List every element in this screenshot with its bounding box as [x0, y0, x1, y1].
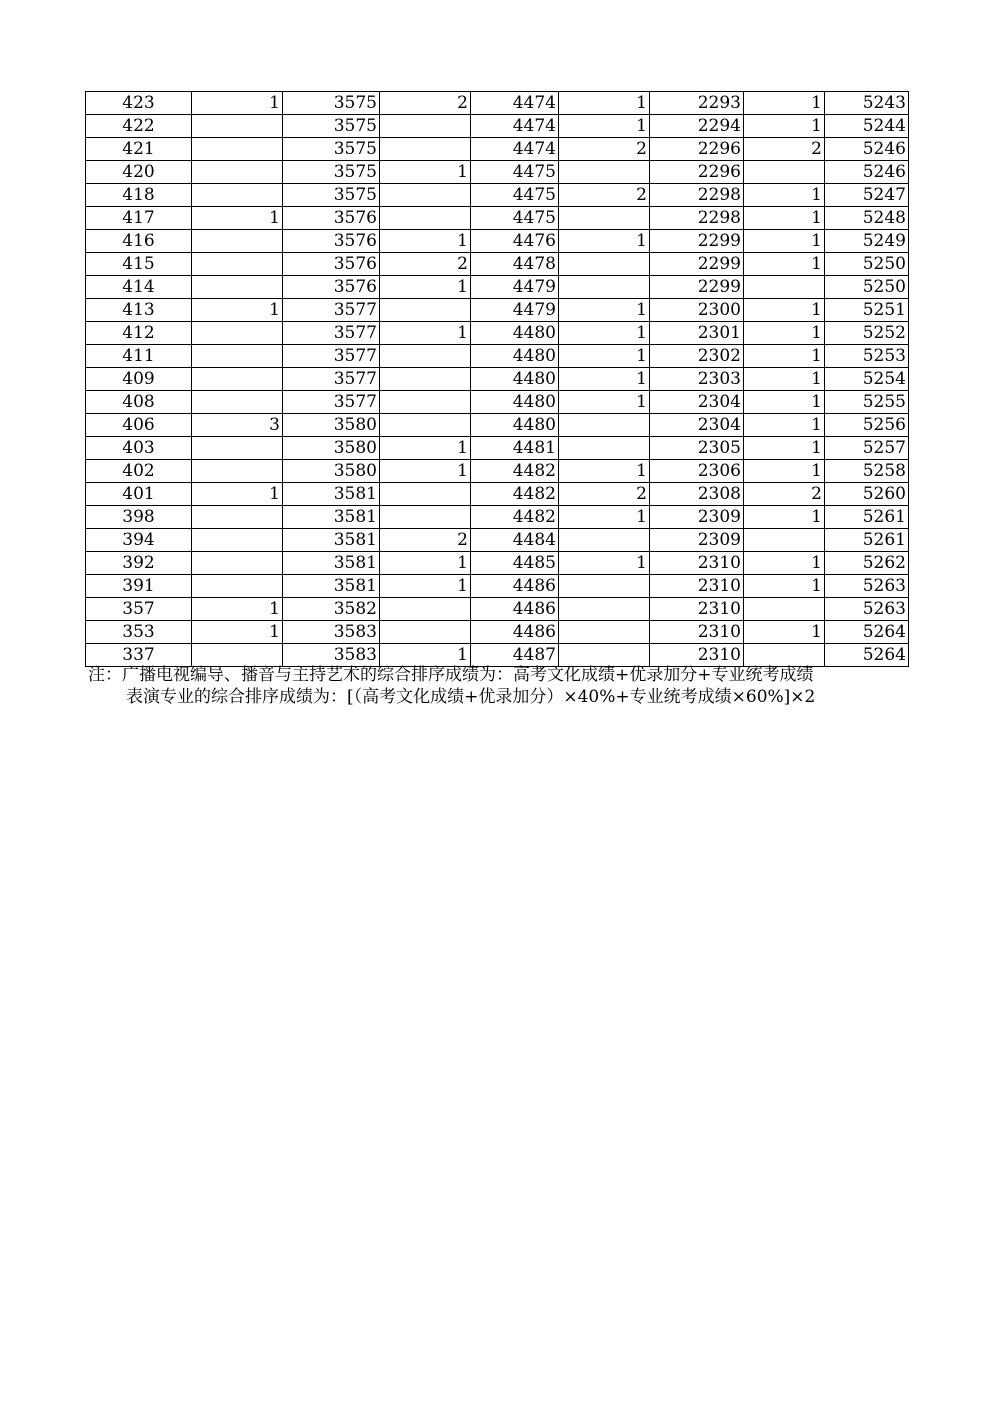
table-cell: 5260	[825, 483, 909, 506]
table-cell: 2304	[650, 391, 744, 414]
table-cell: 5261	[825, 529, 909, 552]
table-row	[86, 414, 909, 437]
table-cell	[380, 414, 471, 437]
table-cell	[192, 506, 283, 529]
table-cell: 3	[192, 414, 283, 437]
table-cell: 5248	[825, 207, 909, 230]
table-cell	[192, 184, 283, 207]
table-cell: 1	[744, 207, 825, 230]
table-cell: 4476	[471, 230, 559, 253]
table-cell: 2	[559, 184, 650, 207]
table-cell: 4487	[471, 644, 559, 667]
table-cell	[192, 115, 283, 138]
table-cell: 1	[744, 253, 825, 276]
table-cell: 3577	[283, 391, 380, 414]
score-cell: 408	[86, 391, 192, 414]
table-cell: 5252	[825, 322, 909, 345]
score-cell: 392	[86, 552, 192, 575]
table-cell: 4484	[471, 529, 559, 552]
table-cell: 5257	[825, 437, 909, 460]
table-cell: 5253	[825, 345, 909, 368]
score-cell: 420	[86, 161, 192, 184]
table-cell: 1	[192, 621, 283, 644]
table-cell: 3575	[283, 161, 380, 184]
table-cell	[192, 253, 283, 276]
table-cell: 2309	[650, 506, 744, 529]
table-cell	[559, 598, 650, 621]
table-row	[86, 552, 909, 575]
score-cell: 413	[86, 299, 192, 322]
table-cell: 1	[744, 391, 825, 414]
table-row	[86, 207, 909, 230]
table-cell: 1	[192, 483, 283, 506]
note-line-1: 注：广播电视编导、播音与主持艺术的综合排序成绩为：高考文化成绩+优录加分+专业统考成绩	[88, 665, 814, 685]
table-cell	[380, 138, 471, 161]
table-cell	[192, 552, 283, 575]
table-cell	[192, 460, 283, 483]
table-row	[86, 506, 909, 529]
table-cell: 3576	[283, 207, 380, 230]
table-cell: 2	[744, 138, 825, 161]
table-cell	[192, 230, 283, 253]
table-row	[86, 368, 909, 391]
table-cell: 4486	[471, 575, 559, 598]
table-cell: 3577	[283, 322, 380, 345]
table-cell: 2296	[650, 138, 744, 161]
table-cell: 5250	[825, 276, 909, 299]
table-cell: 2	[380, 92, 471, 115]
table-cell: 5256	[825, 414, 909, 437]
table-cell	[380, 345, 471, 368]
table-cell: 4480	[471, 322, 559, 345]
table-cell: 2303	[650, 368, 744, 391]
table-cell	[192, 529, 283, 552]
table-cell: 5255	[825, 391, 909, 414]
table-cell: 1	[559, 506, 650, 529]
table-cell: 3581	[283, 575, 380, 598]
table-cell	[744, 529, 825, 552]
table-cell: 3582	[283, 598, 380, 621]
table-cell: 1	[744, 92, 825, 115]
table-body	[86, 92, 909, 667]
table-cell: 4475	[471, 161, 559, 184]
table-cell: 1	[559, 299, 650, 322]
table-cell: 2304	[650, 414, 744, 437]
table-cell: 5258	[825, 460, 909, 483]
table-row	[86, 621, 909, 644]
table-cell	[559, 276, 650, 299]
table-cell: 3581	[283, 506, 380, 529]
table-cell: 1	[380, 437, 471, 460]
table-cell: 5247	[825, 184, 909, 207]
table-cell: 4482	[471, 483, 559, 506]
table-cell: 3576	[283, 253, 380, 276]
table-row	[86, 529, 909, 552]
table-row	[86, 575, 909, 598]
table-cell: 4474	[471, 138, 559, 161]
table-cell	[380, 506, 471, 529]
score-cell: 414	[86, 276, 192, 299]
table-cell: 1	[380, 161, 471, 184]
table-row	[86, 115, 909, 138]
score-cell: 409	[86, 368, 192, 391]
table-cell: 2310	[650, 598, 744, 621]
table-cell	[192, 391, 283, 414]
table-cell: 1	[380, 322, 471, 345]
score-cell: 418	[86, 184, 192, 207]
table-cell: 2	[559, 138, 650, 161]
table-cell: 3575	[283, 115, 380, 138]
table-cell: 1	[192, 92, 283, 115]
table-cell: 4485	[471, 552, 559, 575]
score-cell: 415	[86, 253, 192, 276]
table-cell	[744, 161, 825, 184]
table-cell: 3576	[283, 230, 380, 253]
table-cell: 3580	[283, 414, 380, 437]
table-cell: 1	[744, 322, 825, 345]
table-cell: 1	[559, 322, 650, 345]
table-cell: 2308	[650, 483, 744, 506]
score-table	[85, 91, 909, 667]
table-cell: 3575	[283, 138, 380, 161]
table-cell: 4482	[471, 460, 559, 483]
table-cell: 4475	[471, 184, 559, 207]
table-cell	[380, 184, 471, 207]
table-cell: 2	[744, 483, 825, 506]
table-row	[86, 437, 909, 460]
table-cell: 4480	[471, 368, 559, 391]
score-cell: 422	[86, 115, 192, 138]
table-cell: 3583	[283, 644, 380, 667]
table-cell: 1	[380, 230, 471, 253]
table-cell: 4478	[471, 253, 559, 276]
table-cell: 3581	[283, 483, 380, 506]
table-cell: 2	[380, 253, 471, 276]
table-row	[86, 161, 909, 184]
table-cell: 5263	[825, 575, 909, 598]
table-cell: 1	[380, 552, 471, 575]
table-row	[86, 345, 909, 368]
table-cell: 1	[192, 299, 283, 322]
table-cell	[559, 529, 650, 552]
table-cell: 2299	[650, 230, 744, 253]
table-cell	[380, 598, 471, 621]
table-cell: 5261	[825, 506, 909, 529]
table-cell	[380, 483, 471, 506]
table-cell	[559, 207, 650, 230]
table-cell: 1	[744, 184, 825, 207]
table-cell: 4480	[471, 391, 559, 414]
table-cell: 2301	[650, 322, 744, 345]
table-cell: 3581	[283, 552, 380, 575]
table-cell	[380, 207, 471, 230]
table-cell: 4479	[471, 276, 559, 299]
table-cell: 2299	[650, 276, 744, 299]
table-cell: 2310	[650, 575, 744, 598]
score-sheet	[85, 91, 909, 667]
table-cell: 5262	[825, 552, 909, 575]
table-row	[86, 138, 909, 161]
table-cell: 4475	[471, 207, 559, 230]
score-cell: 417	[86, 207, 192, 230]
table-cell: 4479	[471, 299, 559, 322]
table-cell	[559, 414, 650, 437]
table-cell: 4486	[471, 621, 559, 644]
table-cell: 4474	[471, 115, 559, 138]
table-cell: 2306	[650, 460, 744, 483]
table-cell: 2300	[650, 299, 744, 322]
table-cell: 2298	[650, 207, 744, 230]
table-cell: 3576	[283, 276, 380, 299]
table-cell: 5263	[825, 598, 909, 621]
table-cell: 5246	[825, 138, 909, 161]
table-cell	[380, 299, 471, 322]
table-cell: 1	[559, 460, 650, 483]
table-cell: 2298	[650, 184, 744, 207]
table-row	[86, 276, 909, 299]
table-cell	[380, 391, 471, 414]
table-cell: 1	[559, 92, 650, 115]
score-cell: 416	[86, 230, 192, 253]
table-cell	[192, 276, 283, 299]
table-cell: 3577	[283, 368, 380, 391]
table-cell: 1	[744, 230, 825, 253]
table-cell: 4482	[471, 506, 559, 529]
table-cell: 1	[744, 621, 825, 644]
score-cell: 401	[86, 483, 192, 506]
table-cell: 1	[559, 230, 650, 253]
table-cell	[380, 368, 471, 391]
table-cell: 2	[380, 529, 471, 552]
table-row	[86, 483, 909, 506]
table-row	[86, 322, 909, 345]
table-cell: 3581	[283, 529, 380, 552]
table-row	[86, 230, 909, 253]
table-cell: 1	[380, 644, 471, 667]
table-cell: 2294	[650, 115, 744, 138]
score-cell: 357	[86, 598, 192, 621]
table-cell: 2310	[650, 644, 744, 667]
table-row	[86, 460, 909, 483]
table-cell	[559, 161, 650, 184]
table-row	[86, 92, 909, 115]
score-cell: 337	[86, 644, 192, 667]
table-cell: 1	[744, 299, 825, 322]
table-cell: 1	[559, 552, 650, 575]
table-cell	[192, 575, 283, 598]
table-cell	[744, 598, 825, 621]
table-notes	[88, 664, 815, 708]
table-row	[86, 184, 909, 207]
score-cell: 423	[86, 92, 192, 115]
table-cell: 3580	[283, 437, 380, 460]
table-cell: 4486	[471, 598, 559, 621]
table-cell: 3583	[283, 621, 380, 644]
table-cell: 5251	[825, 299, 909, 322]
table-cell: 2293	[650, 92, 744, 115]
table-cell	[559, 575, 650, 598]
table-cell: 2299	[650, 253, 744, 276]
table-row	[86, 299, 909, 322]
table-cell: 4480	[471, 345, 559, 368]
score-cell: 391	[86, 575, 192, 598]
score-cell: 402	[86, 460, 192, 483]
table-cell	[559, 437, 650, 460]
table-cell: 1	[559, 115, 650, 138]
table-cell	[380, 621, 471, 644]
table-cell: 1	[192, 598, 283, 621]
table-cell: 1	[744, 345, 825, 368]
table-cell: 5264	[825, 621, 909, 644]
score-cell: 394	[86, 529, 192, 552]
score-cell: 412	[86, 322, 192, 345]
table-cell: 3577	[283, 345, 380, 368]
table-cell: 2310	[650, 621, 744, 644]
table-cell	[192, 368, 283, 391]
table-cell: 1	[744, 437, 825, 460]
score-cell: 398	[86, 506, 192, 529]
score-cell: 353	[86, 621, 192, 644]
table-cell: 2296	[650, 161, 744, 184]
table-cell: 1	[744, 506, 825, 529]
score-cell: 406	[86, 414, 192, 437]
table-row	[86, 253, 909, 276]
table-cell: 5244	[825, 115, 909, 138]
note-line-2: 表演专业的综合排序成绩为：[（高考文化成绩+优录加分）×40%+专业统考成绩×60%]×2	[126, 687, 816, 707]
table-cell: 1	[744, 115, 825, 138]
table-cell: 5264	[825, 644, 909, 667]
table-row	[86, 598, 909, 621]
table-cell: 5250	[825, 253, 909, 276]
table-cell: 2	[559, 483, 650, 506]
table-cell: 1	[559, 391, 650, 414]
table-cell: 1	[744, 460, 825, 483]
table-cell: 3577	[283, 299, 380, 322]
table-cell: 1	[744, 552, 825, 575]
table-cell: 5254	[825, 368, 909, 391]
table-cell	[192, 345, 283, 368]
table-cell: 5246	[825, 161, 909, 184]
table-cell: 3575	[283, 184, 380, 207]
table-cell: 1	[192, 207, 283, 230]
table-cell: 2302	[650, 345, 744, 368]
table-cell: 3575	[283, 92, 380, 115]
table-cell: 3580	[283, 460, 380, 483]
table-cell: 2305	[650, 437, 744, 460]
table-cell	[192, 322, 283, 345]
table-cell	[380, 115, 471, 138]
table-cell: 5243	[825, 92, 909, 115]
table-cell	[744, 276, 825, 299]
score-cell: 411	[86, 345, 192, 368]
table-cell: 5249	[825, 230, 909, 253]
score-cell: 403	[86, 437, 192, 460]
table-cell: 1	[744, 575, 825, 598]
table-cell: 4480	[471, 414, 559, 437]
table-cell: 1	[380, 460, 471, 483]
table-cell	[559, 621, 650, 644]
table-cell	[192, 437, 283, 460]
table-cell: 4481	[471, 437, 559, 460]
table-row	[86, 391, 909, 414]
table-cell: 1	[559, 368, 650, 391]
table-cell: 2310	[650, 552, 744, 575]
table-cell: 4474	[471, 92, 559, 115]
table-cell: 1	[744, 414, 825, 437]
table-cell: 1	[380, 575, 471, 598]
table-cell	[559, 253, 650, 276]
table-cell: 1	[380, 276, 471, 299]
table-cell: 2309	[650, 529, 744, 552]
table-cell	[192, 138, 283, 161]
table-cell: 1	[559, 345, 650, 368]
table-cell: 1	[744, 368, 825, 391]
table-cell	[192, 161, 283, 184]
score-cell: 421	[86, 138, 192, 161]
